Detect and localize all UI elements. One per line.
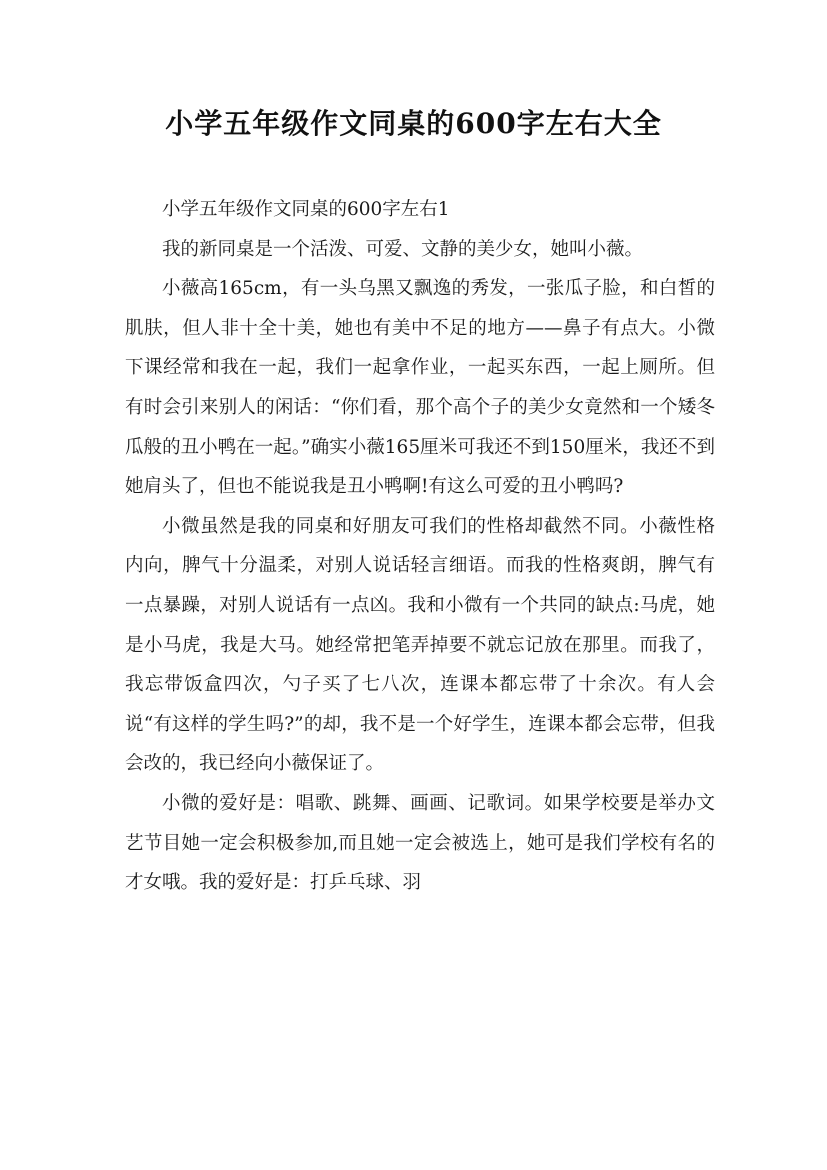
paragraph-3: 小微虽然是我的同桌和好朋友可我们的性格却截然不同。小薇性格内向，脾气十分温柔，对别人说话轻言细语。而我的性格爽朗，脾气有一点暴躁，对别人说话有一点凶。我和小微有一个共同的缺点:马虎，她是小马虎，我是大马。她经常把笔弄掉要不就忘记放在那里。而我了，我忘带饭盒四次，勺子买了七八次，连课本都忘带了十余次。有人会说“有这样的学生吗?”的却，我不是一个好学生，连课本都会忘带，但我会改的，我已经向小薇保证了。 xyxy=(125,515,715,775)
paragraph-4: 小微的爱好是：唱歌、跳舞、画画、记歌词。如果学校要是举办文艺节目她一定会积极参加,而且她一定会被选上，她可是我们学校有名的才女哦。我的爱好是：打乒乓球、羽 xyxy=(125,792,715,894)
paragraph-1: 我的新同桌是一个活泼、可爱、文静的美少女，她叫小薇。 xyxy=(162,238,644,260)
section-subtitle: 小学五年级作文同桌的600字左右1 xyxy=(162,199,450,220)
paragraph-2: 小薇高165cm，有一头乌黑又飘逸的秀发，一张瓜子脸，和白皙的肌肤，但人非十全十美，她也有美中不足的地方——鼻子有点大。小微下课经常和我在一起，我们一起拿作业，一起买东西，一起上厕所。但有时会引来别人的闲话：“你们看，那个高个子的美少女竟然和一个矮冬瓜般的丑小鸭在一起。”确实小薇165厘米可我还不到150厘米，我还不到她肩头了，但也不能说我是丑小鸭啊!有这么可爱的丑小鸭吗? xyxy=(125,278,715,498)
document-body xyxy=(125,190,715,903)
document-title: 小学五年级作文同桌的600字左右大全 xyxy=(165,107,662,140)
